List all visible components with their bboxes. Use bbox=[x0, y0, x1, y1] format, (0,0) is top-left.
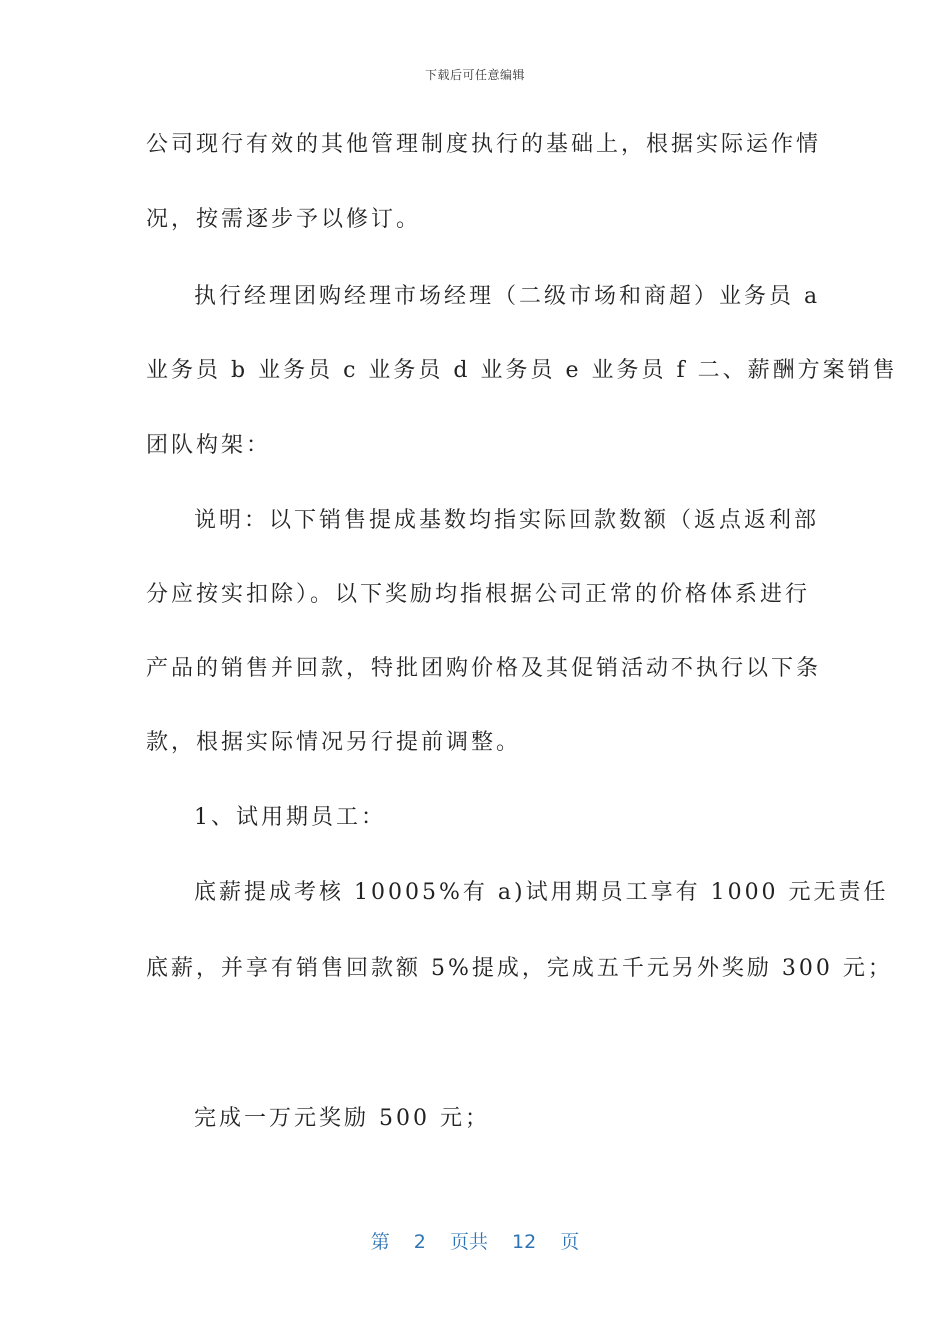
body-line-8: 产品的销售并回款，特批团购价格及其促销活动不执行以下条 bbox=[146, 656, 822, 681]
body-line-9: 款，根据实际情况另行提前调整。 bbox=[146, 730, 522, 755]
body-line-2: 况，按需逐步予以修订。 bbox=[146, 207, 422, 232]
footer-page-label: 第 bbox=[370, 1231, 390, 1253]
body-line-5: 团队构架： bbox=[146, 433, 272, 458]
page-header: 下载后可任意编辑 bbox=[424, 68, 525, 82]
body-line-6: 说明：以下销售提成基数均指实际回款数额（返点返利部 bbox=[194, 508, 820, 533]
body-line-13: 完成一万元奖励 500 元； bbox=[194, 1106, 490, 1131]
footer-total-label: 页共 bbox=[449, 1231, 488, 1253]
body-line-1: 公司现行有效的其他管理制度执行的基础上，根据实际运作情 bbox=[146, 132, 822, 157]
body-line-11: 底薪提成考核 10005%有 a)试用期员工享有 1000 元无责任 bbox=[194, 880, 889, 905]
footer-total-pages: 12 bbox=[512, 1231, 537, 1253]
body-line-4: 业务员 b 业务员 c 业务员 d 业务员 e 业务员 f 二、薪酬方案销售 bbox=[146, 358, 898, 383]
body-line-7: 分应按实扣除）。以下奖励均指根据公司正常的价格体系进行 bbox=[146, 582, 811, 607]
body-line-12: 底薪，并享有销售回款额 5%提成，完成五千元另外奖励 300 元； bbox=[146, 956, 893, 981]
footer-current-page: 2 bbox=[413, 1231, 426, 1253]
body-line-3: 执行经理团购经理市场经理（二级市场和商超）业务员 a bbox=[194, 284, 821, 309]
footer-end-label: 页 bbox=[560, 1231, 580, 1253]
page-footer bbox=[0, 1227, 950, 1254]
body-line-10: 1、试用期员工： bbox=[194, 805, 386, 830]
